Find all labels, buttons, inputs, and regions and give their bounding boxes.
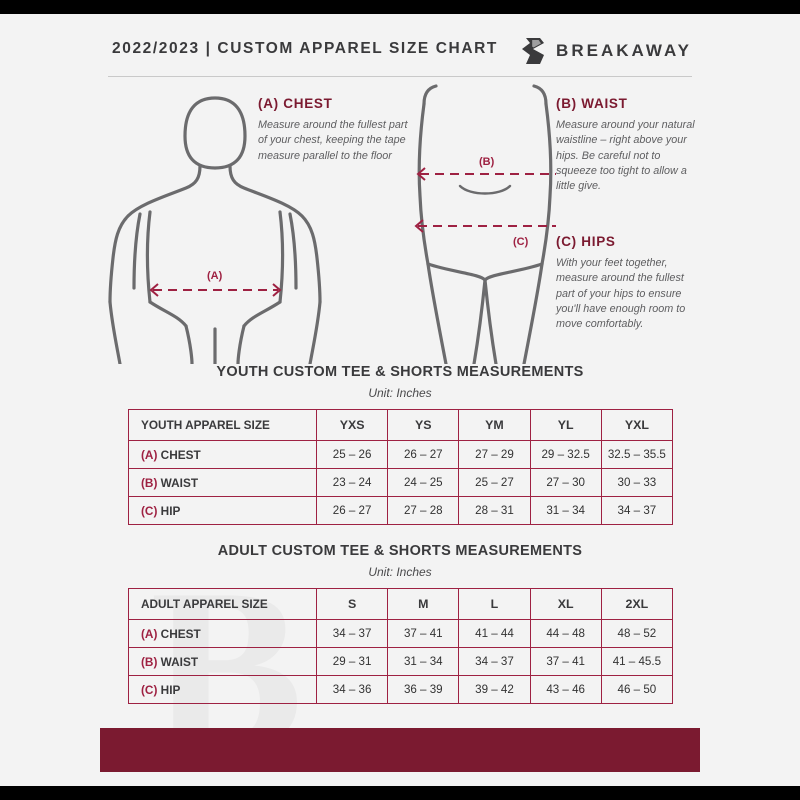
callout-chest [258,96,408,164]
table-row [129,648,673,676]
callout-waist-heading: (B) WAIST [556,96,628,111]
youth-row-1-tag: (B) [141,475,158,490]
adult-section-unit: Unit: Inches [368,565,432,579]
youth-section-title: YOUTH CUSTOM TEE & SHORTS MEASUREMENTS [216,364,584,380]
adult-cell-1-2: 34 – 37 [459,648,530,676]
adult-cell-1-1: 31 – 34 [388,648,459,676]
document-header [0,26,800,74]
youth-size-table [128,409,673,525]
adult-row-0-label [129,620,317,648]
adult-row-1-name: WAIST [160,654,199,669]
youth-col-0: YXS [317,410,388,441]
adult-row-1-tag: (B) [141,654,158,669]
youth-cell-2-3: 31 – 34 [530,497,601,525]
youth-row-1-label [129,469,317,497]
adult-col-2: L [459,589,530,620]
adult-cell-0-0: 34 – 37 [317,620,388,648]
document-sheet [0,14,800,786]
table-row [129,469,673,497]
chest-marker-label: (A) [207,270,223,282]
adult-cell-1-4: 41 – 45.5 [601,648,672,676]
youth-row-2-name: HIP [160,503,181,518]
adult-cell-0-2: 41 – 44 [459,620,530,648]
footer-color-band [100,728,700,772]
adult-col-1: M [388,589,459,620]
callout-waist-body: Measure around your natural waistline – right above your hips. Be careful not to squeeze too tight to allow a little give. [556,119,695,193]
youth-row-0-tag: (A) [141,447,158,462]
youth-row-header-label: YOUTH APPAREL SIZE [129,410,317,441]
adult-col-3: XL [530,589,601,620]
adult-row-1-label [129,648,317,676]
adult-row-0-name: CHEST [160,626,201,641]
youth-col-1: YS [388,410,459,441]
youth-cell-2-0: 26 – 27 [317,497,388,525]
callout-hips-heading: (C) HIPS [556,234,616,249]
table-row [129,620,673,648]
youth-cell-1-4: 30 – 33 [601,469,672,497]
waist-marker-label: (B) [479,156,495,168]
adult-section-title: ADULT CUSTOM TEE & SHORTS MEASUREMENTS [217,543,583,559]
callout-waist [556,96,696,195]
callout-chest-heading: (A) CHEST [258,96,333,111]
adult-row-2-name: HIP [160,682,181,697]
adult-row-2-tag: (C) [141,682,158,697]
youth-col-2: YM [459,410,530,441]
youth-row-0-name: CHEST [160,447,201,462]
table-header-row [129,589,673,620]
breakaway-b-logo-icon [520,36,546,66]
table-row [129,441,673,469]
youth-row-1-name: WAIST [160,475,199,490]
adult-cell-0-3: 44 – 48 [530,620,601,648]
adult-row-header-label: ADULT APPAREL SIZE [129,589,317,620]
adult-cell-1-3: 37 – 41 [530,648,601,676]
youth-cell-1-2: 25 – 27 [459,469,530,497]
bottom-black-bar [0,786,800,800]
youth-cell-0-3: 29 – 32.5 [530,441,601,469]
youth-col-3: YL [530,410,601,441]
adult-cell-0-1: 37 – 41 [388,620,459,648]
youth-cell-2-4: 34 – 37 [601,497,672,525]
adult-row-2-label [129,676,317,704]
adult-cell-2-4: 46 – 50 [601,676,672,704]
adult-size-table [128,588,673,704]
adult-cell-2-2: 39 – 42 [459,676,530,704]
table-header-row [129,410,673,441]
youth-cell-0-2: 27 – 29 [459,441,530,469]
youth-cell-1-1: 24 – 25 [388,469,459,497]
youth-cell-0-1: 26 – 27 [388,441,459,469]
youth-col-4: YXL [601,410,672,441]
youth-cell-1-0: 23 – 24 [317,469,388,497]
hips-marker-label: (C) [513,236,529,248]
measurement-diagram [0,74,800,364]
youth-cell-0-4: 32.5 – 35.5 [601,441,672,469]
adult-cell-0-4: 48 – 52 [601,620,672,648]
youth-cell-1-3: 27 – 30 [530,469,601,497]
adult-cell-1-0: 29 – 31 [317,648,388,676]
callout-hips [556,234,696,333]
youth-cell-2-1: 27 – 28 [388,497,459,525]
adult-row-0-tag: (A) [141,626,158,641]
adult-col-4: 2XL [601,589,672,620]
youth-row-2-tag: (C) [141,503,158,518]
youth-section-unit: Unit: Inches [368,386,432,400]
table-row [129,676,673,704]
brand-name: BREAKAWAY [556,41,692,60]
adult-cell-2-3: 43 – 46 [530,676,601,704]
adult-col-0: S [317,589,388,620]
youth-cell-0-0: 25 – 26 [317,441,388,469]
callout-chest-body: Measure around the fullest part of your chest, keeping the tape measure parallel to the floor [258,119,408,162]
top-black-bar [0,0,800,14]
page-title: 2022/2023 | CUSTOM APPAREL SIZE CHART [112,40,498,57]
adult-cell-2-1: 36 – 39 [388,676,459,704]
youth-row-2-label [129,497,317,525]
youth-row-0-label [129,441,317,469]
brand-lockup [520,36,692,66]
table-row [129,497,673,525]
youth-cell-2-2: 28 – 31 [459,497,530,525]
adult-cell-2-0: 34 – 36 [317,676,388,704]
callout-hips-body: With your feet together, measure around the fullest part of your hips to ensure you'll have enough room to move comfortably. [556,257,686,331]
